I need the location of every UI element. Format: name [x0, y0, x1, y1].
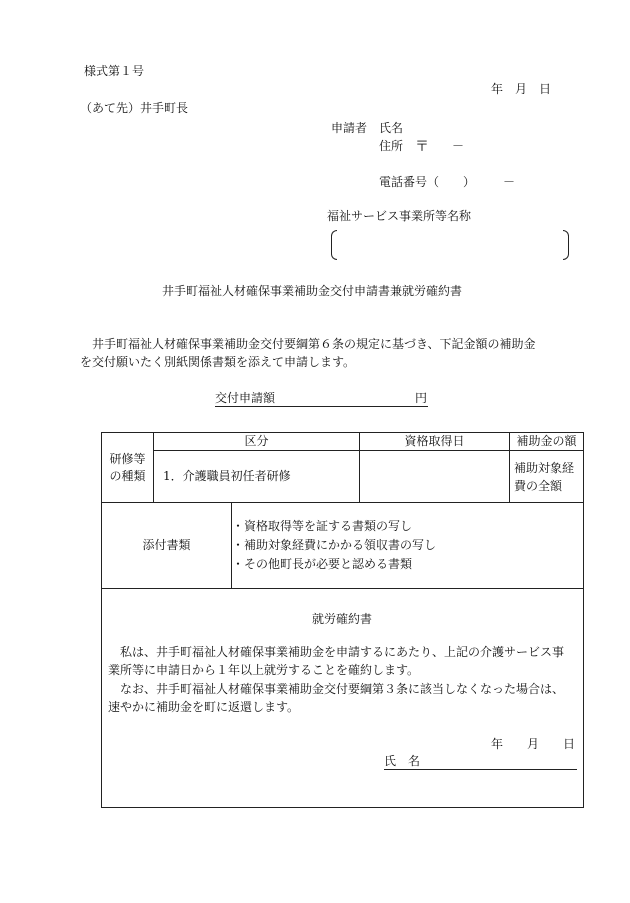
- pledge-signature-field: [384, 754, 577, 770]
- facility-bracket-left: [331, 230, 337, 260]
- amount-unit: 円: [414, 391, 427, 405]
- pledge-title: 就労確約書: [312, 612, 373, 626]
- header-acquired-date: 資格取得日: [360, 433, 510, 451]
- pledge-name-label: 氏 名: [384, 754, 421, 768]
- facility-bracket-right: [563, 230, 569, 260]
- form-number: 様式第１号: [84, 64, 145, 78]
- pledge-line-2: 業所等に申請日から１年以上就労することを確約します。: [108, 663, 420, 677]
- subsidy-amount-value: 補助対象経 費の全額: [510, 451, 584, 503]
- acquired-date-value: [360, 451, 510, 503]
- pledge-line-4: 速やかに補助金を町に返還します。: [108, 700, 300, 714]
- pledge-line-3: なお、井手町福祉人材確保事業補助金交付要綱第３条に該当しなくなった場合は、: [120, 682, 565, 696]
- training-type-value: 1．介護職員初任者研修: [154, 451, 360, 503]
- amount-field: [215, 391, 428, 407]
- intro-line-1: 井手町福祉人材確保事業補助金交付要綱第６条の規定に基づき、下記金額の補助金: [92, 337, 536, 351]
- training-row-label: 研修等 の種類: [102, 433, 154, 503]
- attached-doc-item: ・資格取得等を証する書類の写し: [232, 519, 413, 533]
- attached-docs-label: 添付書類: [102, 503, 232, 589]
- address-label: 住所: [379, 139, 404, 153]
- postal-dash: －: [452, 139, 465, 153]
- amount-label: 交付申請額: [215, 391, 276, 405]
- attached-doc-item: ・その他町長が必要と認める書類: [232, 557, 413, 571]
- date-top: 年 月 日: [491, 82, 552, 96]
- postal-mark: 〒: [415, 139, 429, 155]
- attached-doc-item: ・補助対象経費にかかる領収書の写し: [232, 538, 437, 552]
- facility-label: 福祉サービス事業所等名称: [327, 209, 472, 223]
- phone-label: 電話番号（ ）: [379, 175, 476, 189]
- name-label: 氏名: [379, 121, 404, 135]
- addressee: （あて先）井手町長: [80, 101, 189, 115]
- document-title: 井手町福祉人材確保事業補助金交付申請書兼就労確約書: [162, 284, 463, 298]
- attached-docs-list: [232, 503, 584, 589]
- header-category: 区分: [154, 433, 360, 451]
- intro-line-2: を交付願いたく別紙関係書類を添えて申請します。: [80, 355, 356, 369]
- employment-pledge: [102, 589, 584, 808]
- application-table: [101, 432, 584, 808]
- pledge-line-1: 私は、井手町福祉人材確保事業補助金を申請するにあたり、上記の介護サービス事: [120, 645, 565, 659]
- pledge-date: 年 月 日: [491, 737, 576, 751]
- applicant-label: 申請者: [331, 121, 368, 135]
- phone-dash: －: [503, 175, 516, 189]
- header-subsidy-amount: 補助金の額: [510, 433, 584, 451]
